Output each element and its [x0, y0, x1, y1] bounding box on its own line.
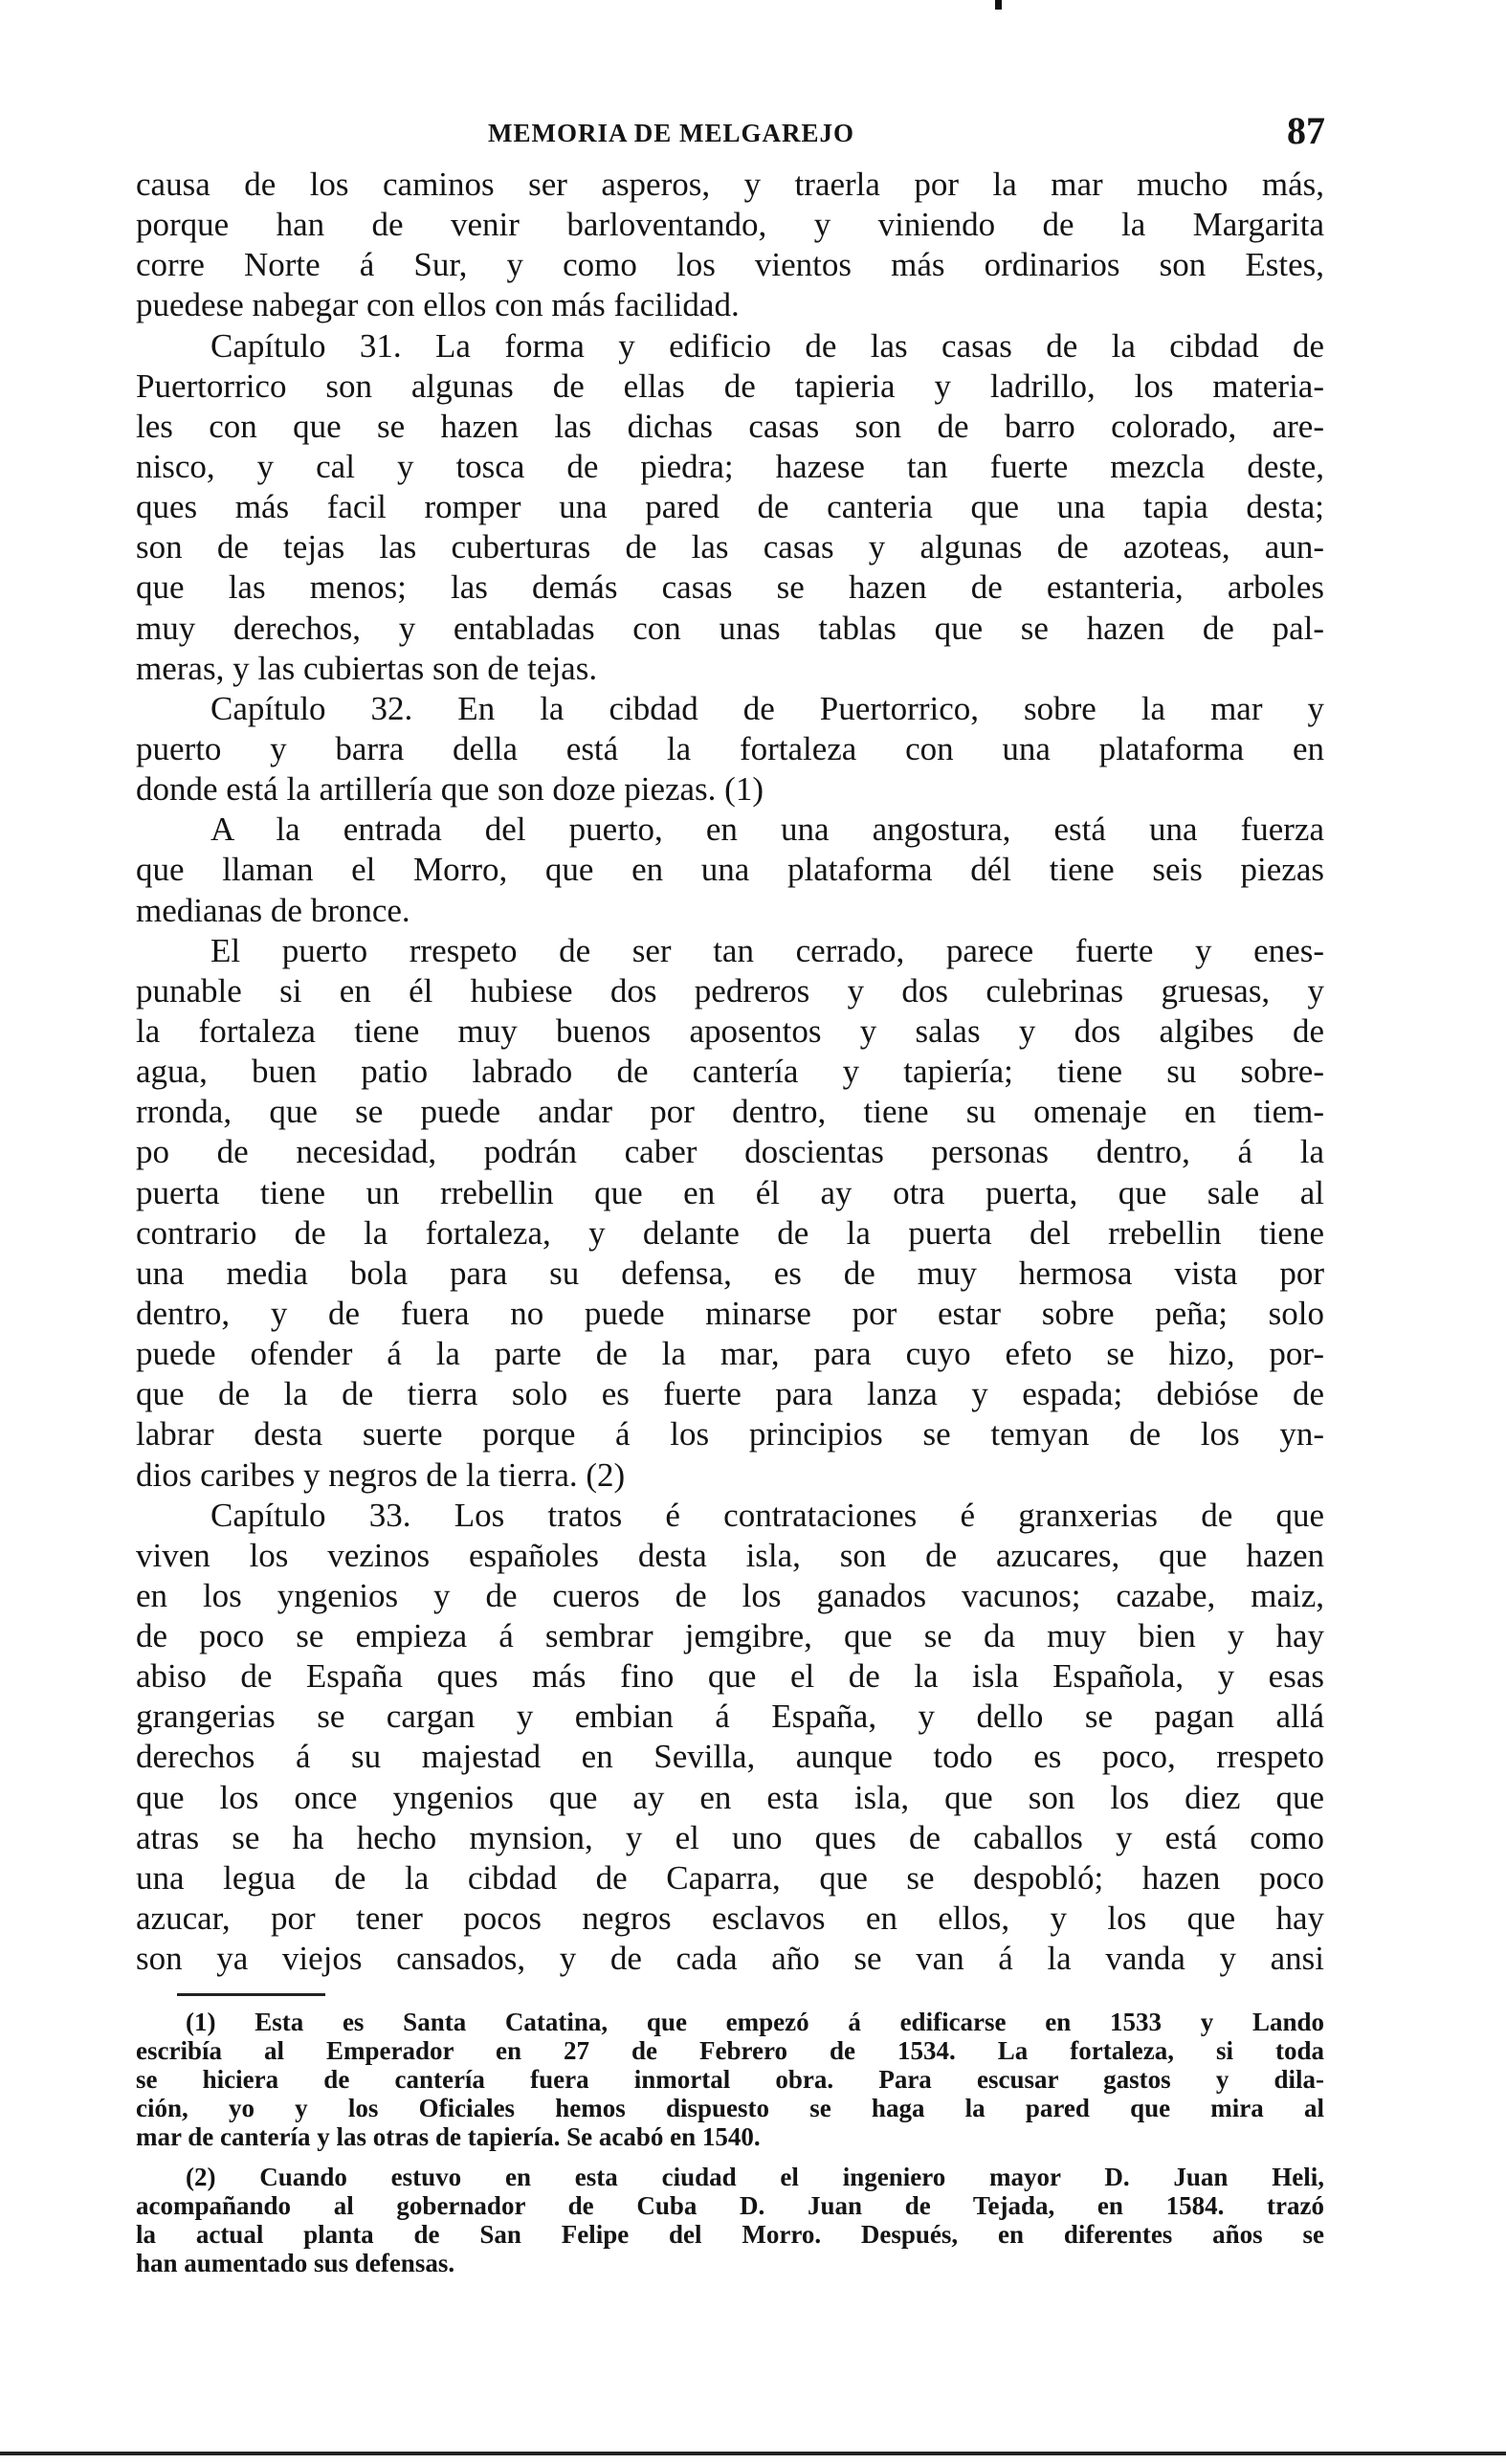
text-line: po de necesidad, podrán caber doscientas personas dentro, á la	[136, 1133, 1324, 1171]
text-line: que los once yngenios que ay en esta isla, que son los diez que	[136, 1778, 1324, 1816]
text-line: puerto y barra della está la fortaleza con una plataforma en	[136, 729, 1324, 767]
text-line: corre Norte á Sur, y como los vientos más ordinarios son Estes,	[136, 246, 1324, 284]
footnote-line: escribía al Emperador en 27 de Febrero de 1534. La fortaleza, si toda	[136, 2036, 1324, 2065]
footnote-separator	[177, 1993, 325, 1996]
text-line: rronda, que se puede andar por dentro, tiene su omenaje en tiem-	[136, 1093, 1324, 1131]
text-line: son ya viejos cansados, y de cada año se van á la vanda y ansi	[136, 1940, 1324, 1978]
text-line: de poco se empieza á sembrar jemgibre, que se da muy bien y hay	[136, 1617, 1324, 1655]
text-line: contrario de la fortaleza, y delante de la puerta del rrebellin tiene	[136, 1213, 1324, 1252]
text-line: puerta tiene un rrebellin que en él ay otra puerta, que sale al	[136, 1173, 1324, 1211]
text-line: punable si en él hubiese dos pedreros y dos culebrinas gruesas, y	[136, 971, 1324, 1010]
text-line: medianas de bronce.	[136, 891, 410, 929]
footnote-line: (1) Esta es Santa Catatina, que empezó á edificarse en 1533 y Lando	[186, 2008, 1324, 2036]
text-line: viven los vezinos españoles desta isla, son de azucares, que hazen	[136, 1536, 1324, 1574]
text-line: donde está la artillería que son doze piezas. (1)	[136, 770, 764, 809]
text-line: la fortaleza tiene muy buenos aposentos y salas y dos algibes de	[136, 1011, 1324, 1050]
footnote-line: acompañando al gobernador de Cuba D. Juan de Tejada, en 1584. trazó	[136, 2191, 1324, 2220]
page-number: 87	[1287, 109, 1325, 152]
text-line: les con que se hazen las dichas casas son de barro colorado, are-	[136, 407, 1324, 445]
text-line: porque han de venir barloventando, y viniendo de la Margarita	[136, 206, 1324, 244]
text-line: puedese nabegar con ellos con más facilidad.	[136, 286, 740, 324]
body-text	[136, 165, 1324, 1979]
footnotes	[136, 2008, 1324, 2277]
footnote-line: ción, yo y los Oficiales hemos dispuesto se haga la pared que mira al	[136, 2094, 1324, 2122]
text-line: causa de los caminos ser asperos, y traerla por la mar mucho más,	[136, 166, 1324, 203]
footnote-line: mar de cantería y las otras de tapiería. Se acabó en 1540.	[136, 2122, 761, 2151]
text-line: El puerto rrespeto de ser tan cerrado, parece fuerte y enes-	[210, 931, 1324, 969]
footnote-line: se hiciera de cantería fuera inmortal obra. Para escusar gastos y dila-	[136, 2065, 1324, 2094]
text-line: agua, buen patio labrado de cantería y tapiería; tiene su sobre-	[136, 1053, 1324, 1091]
text-line: meras, y las cubiertas son de tejas.	[136, 649, 598, 687]
page-header	[134, 103, 1325, 161]
text-line: que las menos; las demás casas se hazen de estanteria, arboles	[136, 568, 1324, 607]
text-line: Capítulo 32. En la cibdad de Puertorrico, sobre la mar y	[210, 689, 1324, 727]
footnote-line: han aumentado sus defensas.	[136, 2249, 455, 2277]
bottom-border	[0, 2452, 1506, 2455]
footnote-line: la actual planta de San Felipe del Morro. Después, en diferentes años se	[136, 2220, 1324, 2249]
text-line: una media bola para su defensa, es de muy hermosa vista por	[136, 1254, 1324, 1292]
text-line: que llaman el Morro, que en una plataforma dél tiene seis piezas	[136, 851, 1324, 889]
text-line: grangerias se cargan y embian á España, y dello se pagan allá	[136, 1698, 1324, 1736]
text-line: en los yngenios y de cueros de los ganados vacunos; cazabe, maiz,	[136, 1576, 1324, 1614]
text-line: muy derechos, y entabladas con unas tablas que se hazen de pal-	[136, 609, 1324, 647]
text-line: azucar, por tener pocos negros esclavos en ellos, y los que hay	[136, 1899, 1324, 1938]
text-line: nisco, y cal y tosca de piedra; hazese tan fuerte mezcla deste,	[136, 447, 1324, 485]
scan-mark	[995, 0, 1002, 10]
text-line: Capítulo 31. La forma y edificio de las casas de la cibdad de	[210, 326, 1324, 365]
text-line: labrar desta suerte porque á los principios se temyan de los yn-	[136, 1415, 1324, 1454]
running-title: MEMORIA DE MELGAREJO	[488, 119, 855, 147]
text-line: abiso de España ques más fino que el de la isla Española, y esas	[136, 1657, 1324, 1696]
text-line: dentro, y de fuera no puede minarse por estar sobre peña; solo	[136, 1294, 1324, 1332]
text-line: atras se ha hecho mynsion, y el uno ques de caballos y está como	[136, 1818, 1324, 1856]
text-line: puede ofender á la parte de la mar, para cuyo efeto se hizo, por-	[136, 1335, 1324, 1373]
text-line: son de tejas las cuberturas de las casas y algunas de azoteas, aun-	[136, 528, 1324, 566]
text-line: A la entrada del puerto, en una angostura, está una fuerza	[210, 810, 1324, 849]
text-line: que de la de tierra solo es fuerte para lanza y espada; debióse de	[136, 1375, 1324, 1413]
text-line: dios caribes y negros de la tierra. (2)	[136, 1455, 626, 1494]
text-line: Puertorrico son algunas de ellas de tapieria y ladrillo, los materia-	[136, 366, 1324, 405]
footnote-line: (2) Cuando estuvo en esta ciudad el ingeniero mayor D. Juan Heli,	[186, 2163, 1324, 2191]
text-line: Capítulo 33. Los tratos é contrataciones é granxerias de que	[210, 1496, 1324, 1534]
text-line: ques más facil romper una pared de canteria que una tapia desta;	[136, 488, 1324, 526]
text-line: una legua de la cibdad de Caparra, que se despobló; hazen poco	[136, 1858, 1324, 1897]
text-line: derechos á su majestad en Sevilla, aunque todo es poco, rrespeto	[136, 1738, 1324, 1776]
